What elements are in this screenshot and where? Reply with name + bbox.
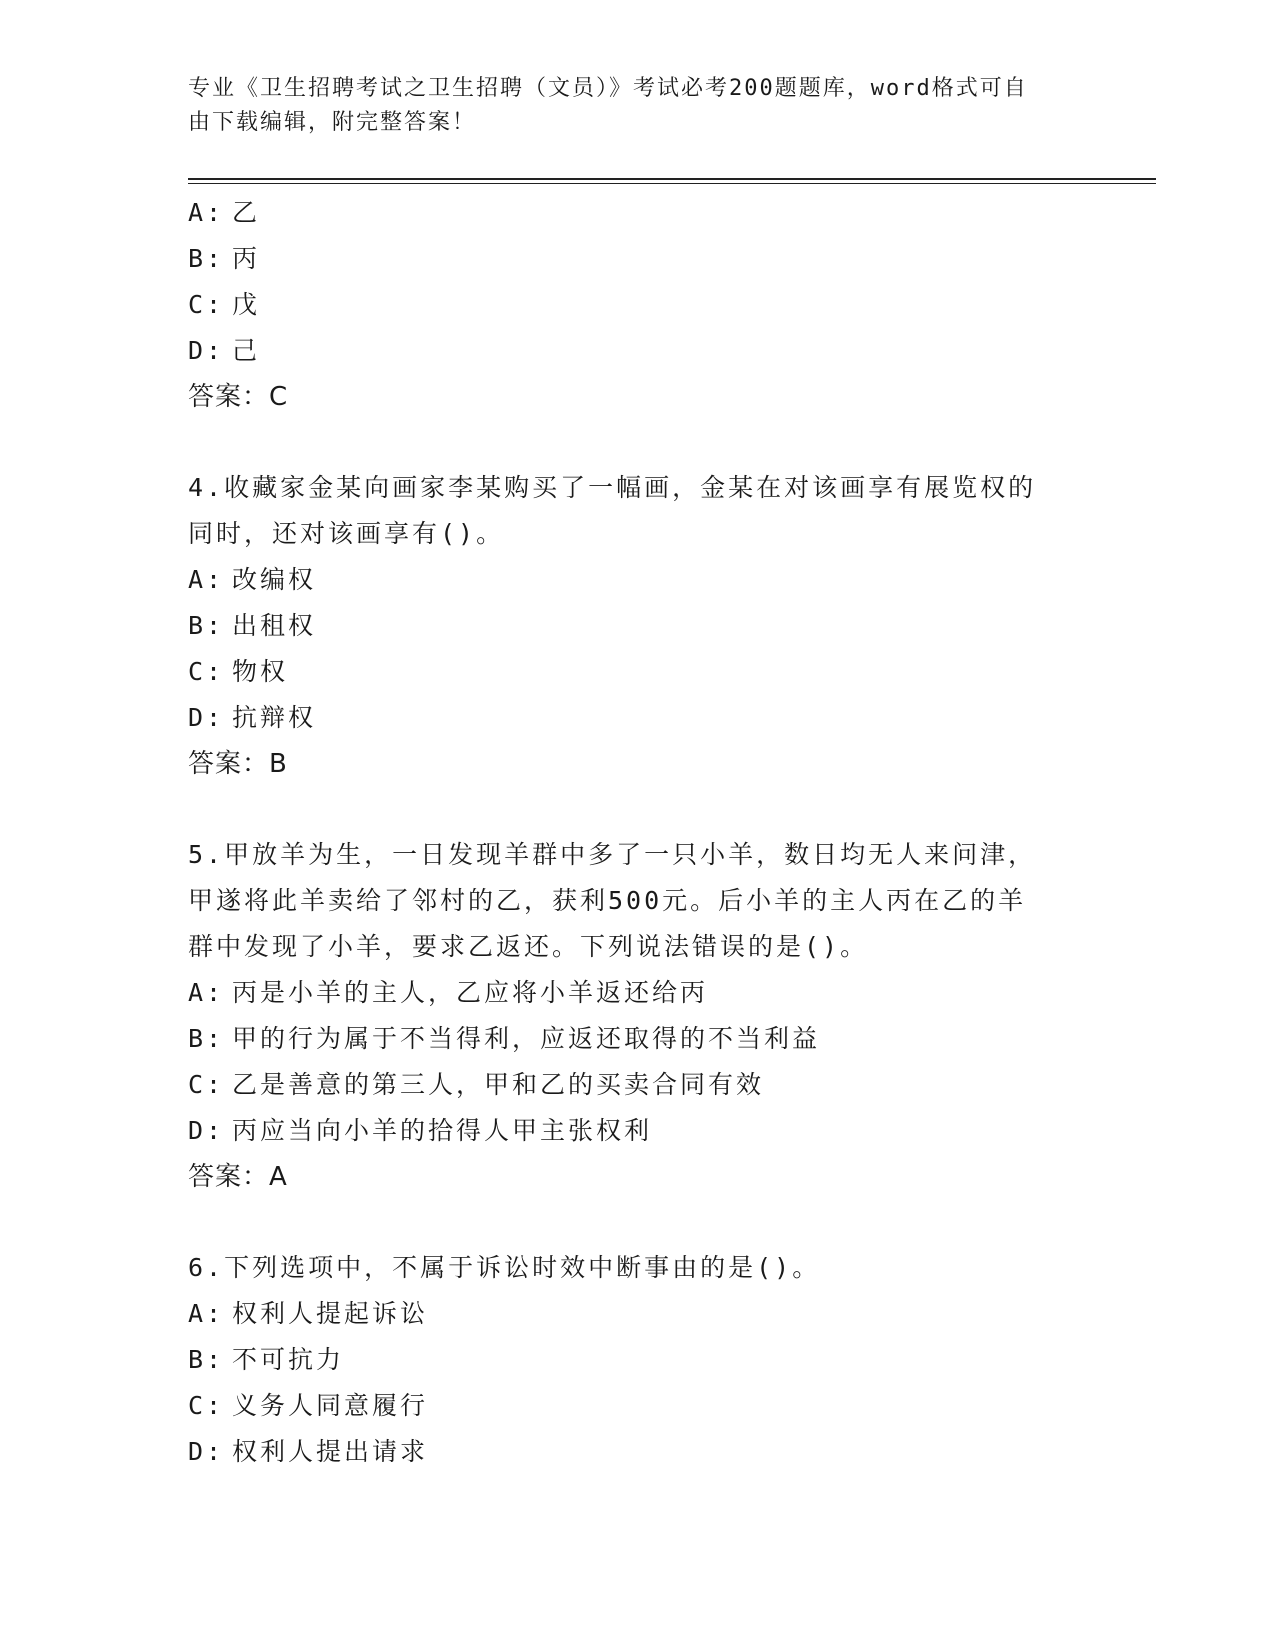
option-d [188,328,1088,374]
option-a [188,557,1088,603]
option-key: C: [188,1391,225,1420]
header-divider-thick [188,178,1156,180]
question-stem-line: 群中发现了小羊，要求乙返还。下列说法错误的是()。 [188,932,869,961]
option-text: 甲的行为属于不当得利，应返还取得的不当利益 [232,1024,821,1053]
option-text: 权利人提起诉讼 [232,1299,429,1328]
option-text: 不可抗力 [232,1345,345,1374]
option-key: B: [188,244,225,273]
option-key: A: [188,978,225,1007]
question-4 [188,465,1088,787]
option-key: D: [188,703,225,732]
option-key: C: [188,1070,225,1099]
answer-line: 答案：B [188,749,288,779]
option-key: C: [188,290,225,319]
option-key: A: [188,198,225,227]
question-stem-line: 6.下列选项中，不属于诉讼时效中断事由的是()。 [188,1253,821,1282]
option-text: 出租权 [232,611,317,640]
option-b [188,603,1088,649]
page-header [188,72,1068,140]
option-key: B: [188,1345,225,1374]
option-key: B: [188,1024,225,1053]
question-spacer [188,1200,1088,1245]
question-spacer [188,787,1088,832]
option-d [188,695,1088,741]
header-title-line-2: 由下载编辑，附完整答案！ [188,110,477,135]
question-stem-line: 甲遂将此羊卖给了邻村的乙，获利500元。后小羊的主人丙在乙的羊 [188,886,1027,915]
option-text: 己 [232,336,261,365]
option-text: 丙是小羊的主人，乙应将小羊返还给丙 [232,978,709,1007]
option-text: 改编权 [232,565,317,594]
option-b [188,236,1088,282]
option-a [188,970,1088,1016]
question-list [188,190,1088,1475]
option-text: 丙 [232,244,261,273]
option-text: 丙应当向小羊的拾得人甲主张权利 [232,1116,653,1145]
option-c [188,649,1088,695]
option-text: 义务人同意履行 [232,1391,429,1420]
option-key: B: [188,611,225,640]
option-key: D: [188,336,225,365]
question-spacer [188,420,1088,465]
question-5 [188,832,1088,1200]
header-title-line-1: 专业《卫生招聘考试之卫生招聘（文员）》考试必考200题题库，word格式可自 [188,76,1028,101]
option-c [188,1383,1088,1429]
option-a [188,190,1088,236]
option-text: 权利人提出请求 [232,1437,429,1466]
option-text: 乙是善意的第三人，甲和乙的买卖合同有效 [232,1070,765,1099]
option-key: A: [188,1299,225,1328]
option-key: C: [188,657,225,686]
option-d [188,1429,1088,1475]
question-stem-line: 5.甲放羊为生，一日发现羊群中多了一只小羊，数日均无人来问津， [188,840,1037,869]
option-text: 抗辩权 [232,703,317,732]
option-key: D: [188,1116,225,1145]
option-b [188,1337,1088,1383]
option-c [188,1062,1088,1108]
option-text: 物权 [232,657,289,686]
option-b [188,1016,1088,1062]
option-c [188,282,1088,328]
question-stem-line: 同时，还对该画享有()。 [188,519,505,548]
option-a [188,1291,1088,1337]
option-key: A: [188,565,225,594]
question-3 [188,190,1088,420]
option-text: 戊 [232,290,261,319]
option-key: D: [188,1437,225,1466]
option-text: 乙 [232,198,261,227]
answer-line: 答案：A [188,1162,288,1192]
answer-line: 答案：C [188,382,289,412]
question-6 [188,1245,1088,1475]
header-divider-thin [188,183,1156,184]
option-d [188,1108,1088,1154]
question-stem-line: 4.收藏家金某向画家李某购买了一幅画，金某在对该画享有展览权的 [188,473,1037,502]
